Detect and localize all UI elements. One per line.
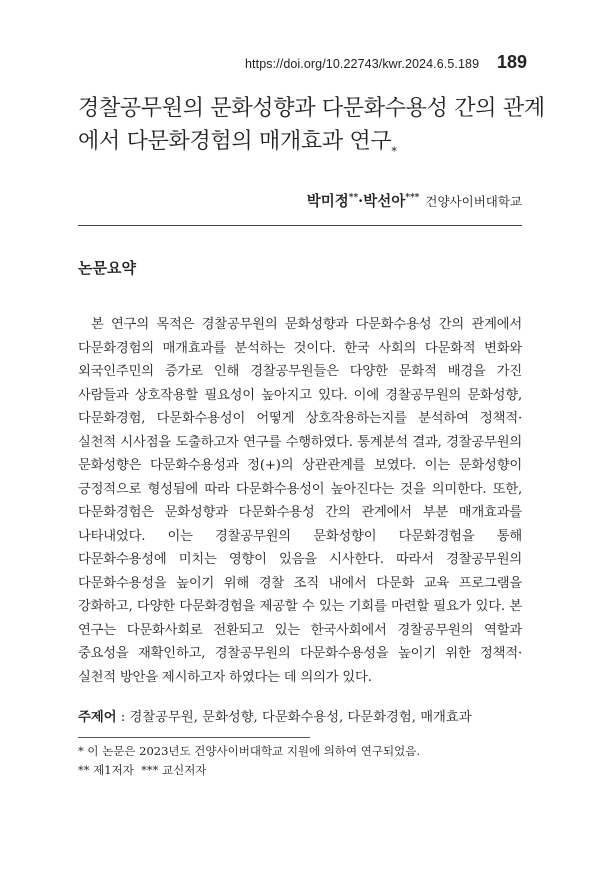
affiliation: 건양사이버대학교 — [425, 194, 522, 209]
footnote-2: ** 제1저자 *** 교신저자 — [78, 763, 207, 777]
paper-title — [78, 92, 548, 158]
header-rule — [78, 225, 522, 226]
abstract-body: 본 연구의 목적은 경찰공무원의 문화성향과 다문화수용성 간의 관계에서 다문화경험의 매개효과를 분석하는 것이다. 한국 사회의 다문화적 변화와 외국인주민의 증가로 인해 경찰공무원들은 다양한 문화적 배경을 가진 사람들과 상호작용할 필요성이 높아지고 있다. 이에 경찰공무원의 문화성향, 다문화경험, 다문화수용성이 어떻게 상호작용하는지를 분석하여 정책적·실천적 시사점을 도출하고자 연구를 수행하였다. 통계분석 결과, 경찰공무원의 문화성향은 다문화수용성과 정(+)의 상관관계를 보였다. 이는 문화성향이 긍정적으로 형성됨에 따라 다문화수용성이 높아진다는 것을 의미한다. 또한, 다문화경험은 문화성향과 다문화수용성 간의 관계에서 부분 매개효과를 나타내었다. 이는 경찰공무원의 문화성향이 다문화경험을 통해 다문화수용성에 미치는 영향이 있음을 시사한다. 따라서 경찰공무원의 다문화수용성을 높이기 위해 경찰 조직 내에서 다문화 교육 프로그램을 강화하고, 다양한 다문화경험을 제공할 수 있는 기회를 마련할 필요가 있다. 본 연구는 다문화사회로 전환되고 있는 한국사회에서 경찰공무원의 역할과 중요성을 재확인하고, 경찰공무원의 다문화수용성을 높이기 위한 정책적·실천적 방안을 제시하고자 하였다는 데 의의가 있다. — [78, 317, 522, 685]
title-footnote-marker: * — [391, 145, 397, 158]
footnote-rule — [78, 737, 310, 738]
keywords-line — [78, 706, 522, 725]
author-line — [307, 190, 522, 211]
author-1-mark: ** — [348, 193, 359, 204]
title-line-2: 에서 다문화경험의 매개효과 연구 — [78, 129, 392, 154]
abstract-heading: 논문요약 — [78, 259, 136, 277]
footnotes — [78, 742, 420, 780]
author-name-1: 박미정 — [306, 193, 349, 210]
keywords-separator: : — [116, 710, 130, 725]
keywords-label: 주제어 — [78, 710, 117, 725]
author-separator: · — [358, 193, 364, 210]
page-number: 189 — [497, 52, 528, 72]
keywords-text: 경찰공무원, 문화성향, 다문화수용성, 다문화경험, 매개효과 — [129, 710, 472, 725]
author-name-2: 박선아 — [363, 193, 406, 210]
author-2-mark: *** — [405, 193, 420, 204]
doi-link[interactable]: https://doi.org/10.22743/kwr.2024.6.5.189 — [245, 57, 480, 71]
footnote-1: * 이 논문은 2023년도 건양사이버대학교 지원에 의하여 연구되었음. — [78, 744, 420, 758]
title-line-1: 경찰공무원의 문화성향과 다문화수용성 간의 관계 — [78, 96, 545, 121]
